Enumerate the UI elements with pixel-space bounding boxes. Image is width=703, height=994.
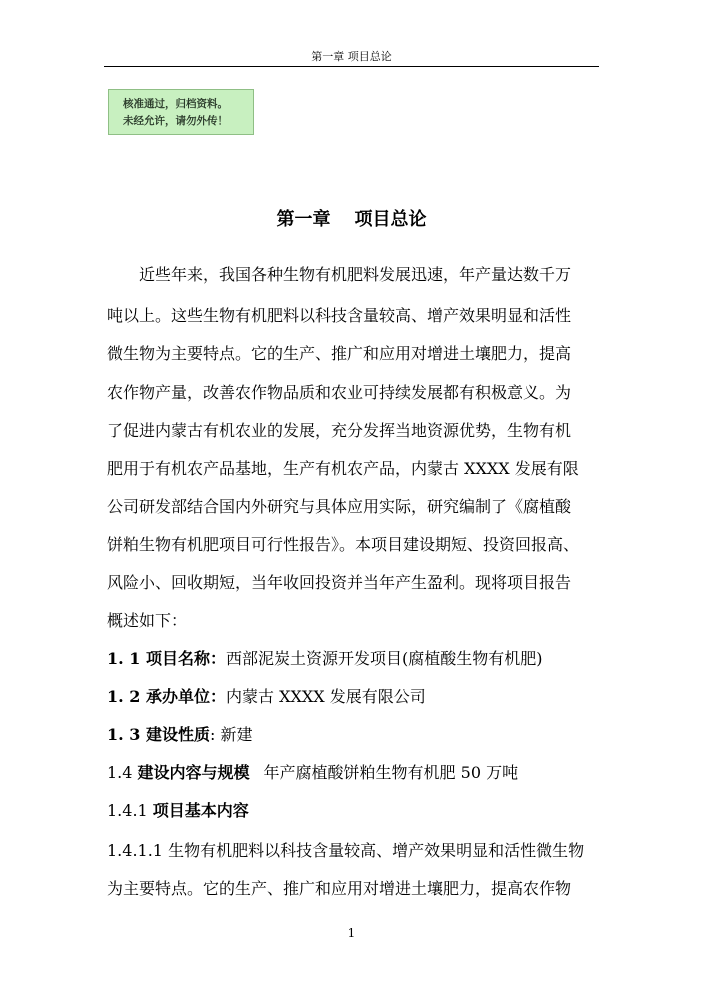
item-value: 西部泥炭土资源开发项目(腐植酸生物有机肥) — [225, 649, 543, 668]
item-number: 1.4.1 — [107, 801, 153, 820]
item-number: 1.4 — [107, 763, 138, 782]
intro-line: 微生物为主要特点。它的生产、推广和应用对增进土壤肥力，提高 — [107, 344, 572, 363]
approval-stamp — [108, 89, 254, 135]
item-value: : 新建 — [209, 725, 253, 744]
item-label: 1. 3 建设性质 — [107, 725, 210, 744]
header-rule — [104, 66, 599, 67]
intro-line: 了促进内蒙古有机农业的发展，充分发挥当地资源优势，生物有机 — [107, 421, 572, 440]
intro-line: 肥用于有机农产品基地，生产有机农产品，内蒙古 XXXX 发展有限 — [107, 459, 579, 478]
page-number: 1 — [347, 926, 356, 940]
item-value: 内蒙古 XXXX 发展有限公司 — [225, 687, 426, 706]
item-scale — [107, 763, 518, 783]
intro-line: 概述如下： — [107, 611, 188, 630]
intro-line: 风险小、回收期短，当年收回投资并当年产生盈利。现将项目报告 — [107, 573, 572, 592]
item-project-name — [107, 649, 542, 669]
item-organizer — [107, 687, 426, 707]
stamp-line-1: 核准通过，归档资料。 — [123, 98, 228, 110]
item-value: 年产腐植酸饼粕生物有机肥 50 万吨 — [263, 763, 519, 782]
running-header: 第一章 项目总论 — [311, 50, 392, 63]
intro-line: 公司研发部结合国内外研究与具体应用实际，研究编制了《腐植酸 — [107, 497, 572, 516]
item-nature — [107, 725, 252, 745]
subitem-line: 1.4.1.1 生物有机肥料以科技含量较高、增产效果明显和活性微生物 — [107, 841, 585, 860]
chapter-label: 第一章 — [276, 209, 331, 230]
chapter-title — [0, 208, 703, 232]
subitem-line: 为主要特点。它的生产、推广和应用对增进土壤肥力，提高农作物 — [107, 879, 572, 898]
item-basic — [107, 801, 249, 821]
intro-line: 吨以上。这些生物有机肥料以科技含量较高、增产效果明显和活性 — [107, 306, 572, 325]
intro-line: 农作物产量，改善农作物品质和农业可持续发展都有积极意义。为 — [107, 383, 572, 402]
item-label: 1. 1 项目名称： — [107, 649, 226, 668]
intro-line: 饼粕生物有机肥项目可行性报告》。本项目建设期短、投资回报高、 — [107, 535, 580, 554]
stamp-line-2: 未经允许，请勿外传！ — [123, 115, 228, 127]
intro-line: 近些年来，我国各种生物有机肥料发展迅速，年产量达数千万 — [139, 265, 572, 284]
item-label: 建设内容与规模 — [137, 763, 250, 782]
chapter-heading: 项目总论 — [354, 209, 427, 230]
item-label: 项目基本内容 — [152, 801, 249, 820]
item-label: 1. 2 承办单位： — [107, 687, 226, 706]
